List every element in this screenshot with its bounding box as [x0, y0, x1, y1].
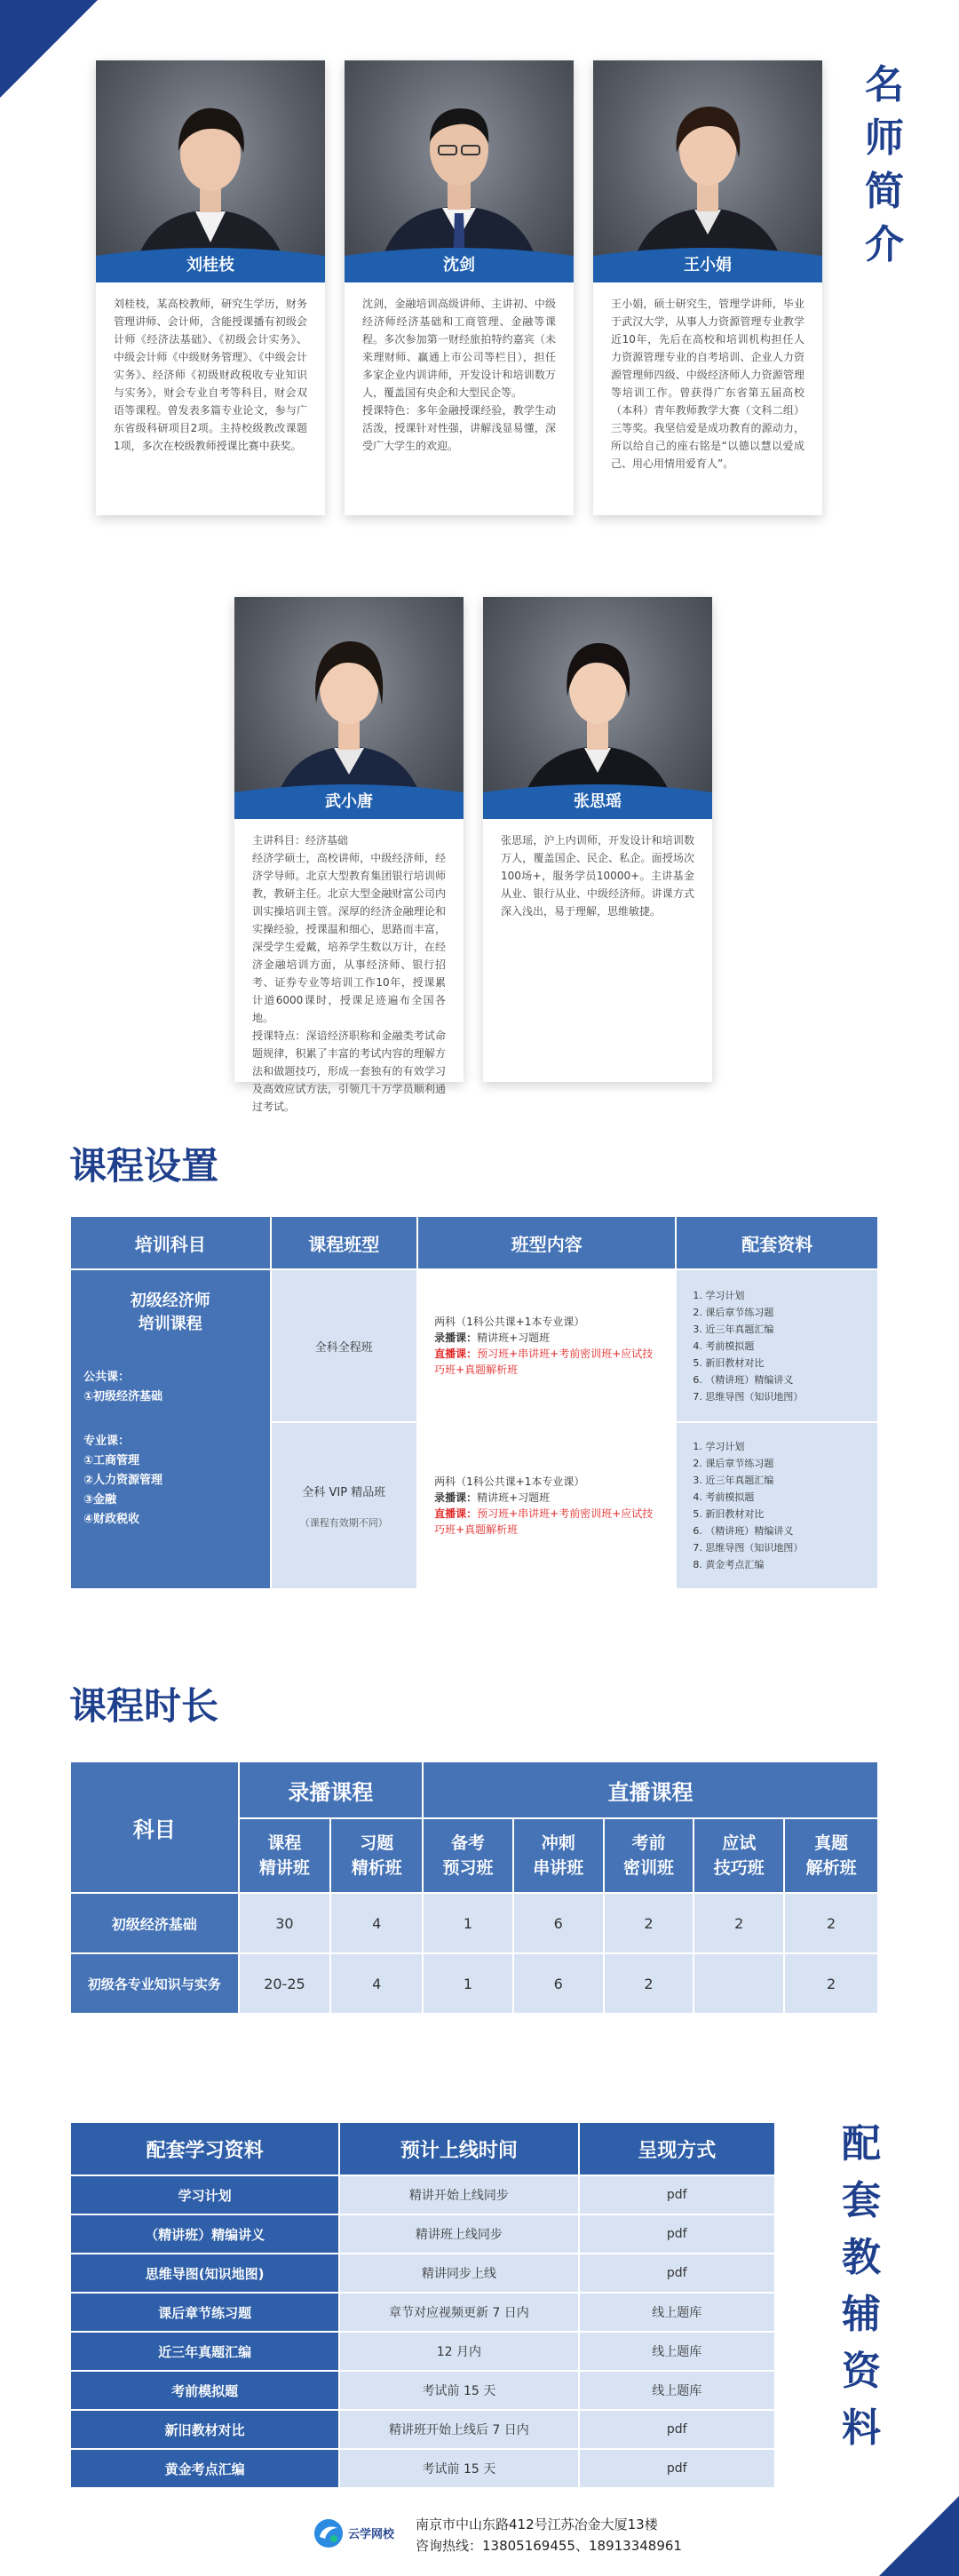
class-type-cell [271, 1422, 418, 1589]
recorded-label: 录播课： [434, 1491, 478, 1504]
teacher-card [345, 60, 574, 515]
table-cell: 6 [513, 1953, 604, 2014]
recorded-label: 录播课： [434, 1332, 478, 1344]
table-row [70, 2410, 775, 2449]
teacher-name-bar [234, 782, 464, 819]
corner-decoration-top-left [0, 0, 98, 98]
table-row [70, 2449, 775, 2488]
major-item: ③金融 [83, 1493, 117, 1507]
column-header: 班型内容 [417, 1216, 676, 1269]
row-name: 初级经济基础 [70, 1893, 239, 1953]
footer-info [416, 2514, 682, 2556]
release-time: 精讲班开始上线后 7 日内 [339, 2410, 578, 2449]
table-cell: 30 [239, 1893, 331, 1953]
public-label: 公共课： [83, 1371, 131, 1384]
subject-head: 初级经济师 培训课程 [130, 1292, 210, 1333]
format: pdf [579, 2410, 775, 2449]
material-name: （精讲班）精编讲义 [70, 2214, 339, 2254]
table-row [70, 2214, 775, 2254]
side-title-char: 资 [842, 2349, 881, 2394]
materials-cell [676, 1422, 878, 1589]
column-header: 习题 精析班 [330, 1818, 423, 1893]
list-item: 8. 黄金考点汇编 [705, 1556, 865, 1573]
column-header: 备考 预习班 [423, 1818, 513, 1893]
table-header-row [70, 1761, 878, 1818]
table-row [70, 2293, 775, 2332]
table-cell: 6 [513, 1893, 604, 1953]
table-cell [693, 1953, 784, 2014]
materials-cell [676, 1269, 878, 1422]
table-cell: 4 [330, 1953, 423, 2014]
list-item: 3. 近三年真题汇编 [705, 1472, 865, 1489]
table-cell: 2 [604, 1953, 694, 2014]
teacher-bio: 刘桂枝，某高校教师，研究生学历，财务管理讲师、会计师，含能授课播有初级会计师《经济法基础》、《初级会计实务》、中级会计师《中级财务管理》、《中级会计实务》、经济师《初级财政税收专业知识与实务》，财会专业自考等科目，财会双语等课程。曾发表多篇专业论文，参与广东省级科研项目2项。主持校级教改课题1项，多次在校级教师授课比赛中获奖。 [114, 298, 307, 452]
side-title-char: 师 [865, 115, 904, 161]
column-header: 冲刺 串讲班 [513, 1818, 604, 1893]
table-row [70, 2175, 775, 2214]
release-time: 考试前 15 天 [339, 2371, 578, 2410]
teacher-bio: 沈剑，金融培训高级讲师、主讲初、中级经济师经济基础和工商管理、金融等课程。多次参加第一财经旅拍特约嘉宾（未来理财师、赢通上市公司等栏目），担任多家企业内训讲师，开发设计和培训数万人，覆盖国有央企和大型民企等。 授课特色：多年金融授课经验，教学生动活泼，授课针对性强，讲解浅显易懂，深受广大学生的欢迎。 [362, 298, 556, 452]
list-item: 7. 思维导图（知识地图） [705, 1539, 865, 1556]
table-header-row [70, 1216, 878, 1269]
side-title-char: 料 [842, 2405, 881, 2451]
table-cell: 1 [423, 1893, 513, 1953]
column-header: 配套资料 [676, 1216, 878, 1269]
material-name: 黄金考点汇编 [70, 2449, 339, 2488]
format: pdf [579, 2214, 775, 2254]
column-header: 真题 解析班 [784, 1818, 878, 1893]
material-name: 课后章节练习题 [70, 2293, 339, 2332]
list-item: 6. （精讲班）精编讲义 [705, 1523, 865, 1539]
table-cell: 2 [784, 1893, 878, 1953]
side-title-char: 套 [842, 2178, 881, 2223]
course-setup-table [69, 1215, 879, 1590]
release-time: 精讲班上线同步 [339, 2214, 578, 2254]
logo-text: 云学网校 [348, 2528, 395, 2541]
table-cell: 1 [423, 1953, 513, 2014]
side-title-char: 简 [865, 169, 904, 214]
side-title-char: 教 [842, 2235, 881, 2280]
format: 线上题库 [579, 2332, 775, 2371]
table-row [70, 2254, 775, 2293]
table-row [70, 1893, 878, 1953]
materials-side-title [835, 2116, 888, 2457]
teacher-card [593, 60, 822, 515]
teacher-name-bar [96, 245, 325, 282]
side-title-char: 介 [865, 222, 904, 267]
public-item: ①初级经济基础 [83, 1390, 163, 1403]
column-header: 呈现方式 [579, 2122, 775, 2175]
live-text: 预习班+串讲班+考前密训班+应试技巧班+真题解析班 [434, 1348, 654, 1376]
course-duration-table [69, 1761, 879, 2015]
table-cell: 2 [784, 1953, 878, 2014]
teacher-bio: 张思瑶，沪上内训师，开发设计和培训数万人，覆盖国企、民企、私企。面授场次100场+，服务学员10000+。主讲基金从业、银行从业、中级经济师。讲课方式深入浅出，易于理解，思维敏捷。 [501, 834, 694, 918]
material-name: 思维导图(知识地图) [70, 2254, 339, 2293]
table-cell: 4 [330, 1893, 423, 1953]
side-title-char: 配 [842, 2121, 881, 2167]
course-duration-title: 课程时长 [69, 1684, 219, 1728]
material-name: 近三年真题汇编 [70, 2332, 339, 2371]
format: pdf [579, 2254, 775, 2293]
major-item: ②人力资源管理 [83, 1474, 163, 1487]
row-name: 初级各专业知识与实务 [70, 1953, 239, 2014]
side-title-char: 辅 [842, 2292, 881, 2337]
column-header: 配套学习资料 [70, 2122, 339, 2175]
teacher-card [483, 597, 712, 1082]
subject-cell [70, 1269, 271, 1589]
column-header: 课程班型 [271, 1216, 418, 1269]
list-item: 3. 近三年真题汇编 [705, 1321, 865, 1338]
class-note: （课程有效期不同） [299, 1516, 388, 1529]
teacher-card [234, 597, 464, 1113]
table-cell: 20-25 [239, 1953, 331, 2014]
teacher-name-bar [593, 245, 822, 282]
teacher-name: 沈剑 [443, 256, 475, 274]
list-item: 4. 考前模拟题 [705, 1338, 865, 1355]
release-time: 12 月内 [339, 2332, 578, 2371]
format: pdf [579, 2175, 775, 2214]
teacher-name: 张思瑶 [574, 792, 622, 811]
list-item: 5. 新旧教材对比 [705, 1355, 865, 1371]
table-header-row [70, 2122, 775, 2175]
column-header: 科目 [70, 1761, 239, 1893]
logo-icon [313, 2517, 345, 2549]
live-label: 直播课： [434, 1507, 478, 1520]
list-item: 1. 学习计划 [705, 1438, 865, 1455]
teacher-bio: 王小娟，硕士研究生，管理学讲师，毕业于武汉大学，从事人力资源管理专业教学近10年，先后在高校和培训机构担任人力资源管理专业的自考培训、企业人力资源管理师四级、中级经济师人力资源管理等培训工作。曾获得广东省第五届高校（本科）青年教师教学大赛（文科二组）三等奖。我坚信爱是成功教育的源动力，所以给自己的座右铭是“以德以慧以爱成己、用心用情用爱育人”。 [611, 298, 804, 470]
teacher-name-bar [345, 245, 574, 282]
table-cell: 2 [604, 1893, 694, 1953]
live-label: 直播课： [434, 1348, 478, 1360]
material-name: 学习计划 [70, 2175, 339, 2214]
list-item: 5. 新旧教材对比 [705, 1506, 865, 1523]
table-cell: 2 [693, 1893, 784, 1953]
group-header: 录播课程 [239, 1761, 424, 1818]
material-name: 新旧教材对比 [70, 2410, 339, 2449]
list-item: 2. 课后章节练习题 [705, 1455, 865, 1472]
list-item: 2. 课后章节练习题 [705, 1304, 865, 1321]
group-header: 直播课程 [423, 1761, 878, 1818]
materials-table [69, 2121, 776, 2489]
release-time: 考试前 15 天 [339, 2449, 578, 2488]
major-label: 专业课： [83, 1435, 131, 1448]
release-time: 精讲同步上线 [339, 2254, 578, 2293]
release-time: 精讲开始上线同步 [339, 2175, 578, 2214]
format: 线上题库 [579, 2371, 775, 2410]
table-row [70, 2371, 775, 2410]
class-content-cell [417, 1422, 676, 1589]
release-time: 章节对应视频更新 7 日内 [339, 2293, 578, 2332]
class-type-cell [271, 1269, 418, 1422]
table-row [70, 1269, 878, 1422]
corner-decoration-bottom-right [879, 2496, 959, 2576]
format: pdf [579, 2449, 775, 2488]
material-name: 考前模拟题 [70, 2371, 339, 2410]
format: 线上题库 [579, 2293, 775, 2332]
teacher-name: 刘桂枝 [186, 256, 234, 274]
live-text: 预习班+串讲班+考前密训班+应试技巧班+真题解析班 [434, 1507, 654, 1536]
hotline: 咨询热线：13805169455、18913348961 [416, 2538, 682, 2554]
content-line: 两科（1科公共课+1本专业课） [434, 1316, 585, 1328]
column-header: 课程 精讲班 [239, 1818, 331, 1893]
teacher-name-bar [483, 782, 712, 819]
major-item: ④财政税收 [83, 1513, 140, 1526]
list-item: 4. 考前模拟题 [705, 1489, 865, 1506]
class-name: 全科全程班 [314, 1340, 373, 1355]
teacher-bio: 主讲科目：经济基础 经济学硕士，高校讲师，中级经济师，经济学导师。北京大型教育集团银行培训师教，教研主任。北京大型金融财富公司内训实操培训主管。深厚的经济金融理论和实操经验，授课温和细心，思路而丰富，深受学生爱戴，培养学生数以万计，在经济金融培训方面，从事经济师、银行招考、证券专业等培训工作10年，授课累计道6000课时，授课足迹遍布全国各地。 授课特点：深谙经济职称和金融类考试命题规律，积累了丰富的考试内容的理解方法和做题技巧，形成一套独有的有效学习及高效应试方法，引领几十万学员顺利通过考试。 [252, 834, 446, 1113]
teacher-name: 王小娟 [684, 256, 732, 274]
column-header: 应试 技巧班 [693, 1818, 784, 1893]
teacher-name: 武小唐 [325, 792, 373, 811]
table-row [70, 2332, 775, 2371]
recorded-text: 精讲班+习题班 [477, 1332, 551, 1344]
list-item: 1. 学习计划 [705, 1287, 865, 1304]
list-item: 6. （精讲班）精编讲义 [705, 1371, 865, 1388]
column-header: 预计上线时间 [339, 2122, 578, 2175]
table-row [70, 1953, 878, 2014]
brand-logo [313, 2516, 401, 2551]
column-header: 考前 密训班 [604, 1818, 694, 1893]
address: 南京市中山东路412号江苏冶金大厦13楼 [416, 2516, 658, 2532]
course-setup-title: 课程设置 [69, 1144, 219, 1188]
teachers-side-title [858, 59, 911, 272]
class-content-cell [417, 1269, 676, 1422]
content-line: 两科（1科公共课+1本专业课） [434, 1475, 585, 1488]
side-title-char: 名 [865, 62, 904, 107]
list-item: 7. 思维导图（知识地图） [705, 1388, 865, 1405]
recorded-text: 精讲班+习题班 [477, 1491, 551, 1504]
teacher-card [96, 60, 325, 515]
column-header: 培训科目 [70, 1216, 271, 1269]
class-name: 全科 VIP 精品班 [302, 1485, 386, 1499]
major-item: ①工商管理 [83, 1454, 140, 1467]
